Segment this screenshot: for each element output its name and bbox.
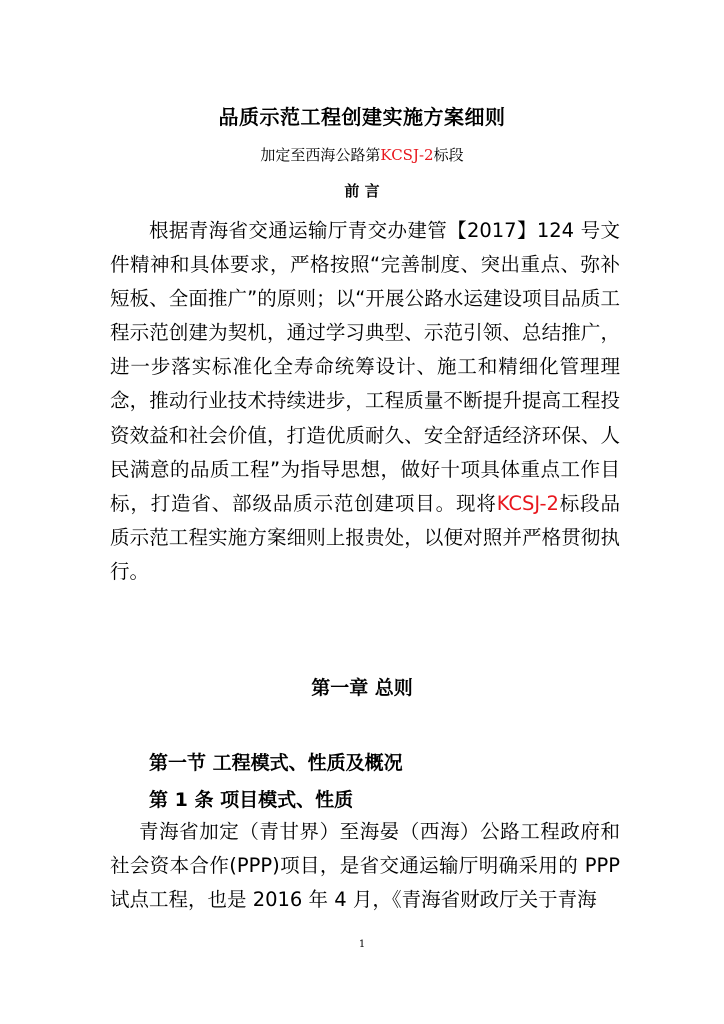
document-subtitle xyxy=(0,144,724,166)
section-heading: 第一节 工程模式、性质及概况 xyxy=(149,752,403,774)
document-title: 品质示范工程创建实施方案细则 xyxy=(218,105,506,129)
preface-text-part2: 标段品质示范工程实施方案细则上报贵处，以便对照并严格贯彻执行。 xyxy=(110,491,620,583)
article-heading: 第 1 条 项目模式、性质 xyxy=(149,789,354,811)
article-paragraph: 青海省加定（青甘界）至海晏（西海）公路工程政府和社会资本合作(PPP)项目，是省交通运输厅明确采用的 PPP 试点工程，也是 2016 年 4 月，《青海省财政厅关于青海 xyxy=(110,820,620,912)
subtitle-suffix: 标段 xyxy=(433,146,464,164)
subtitle-section-code: KCSJ-2 xyxy=(380,146,434,164)
chapter-heading: 第一章 总则 xyxy=(311,677,413,699)
preface-text-part1: 根据青海省交通运输厅青交办建管【2017】124 号文件精神和具体要求，严格按照“完善制度、突出重点、弥补短板、全面推广”的原则；以“开展公路水运建设项目品质工程示范创建为契机，通过学习典型、示范引领、总结推广，进一步落实标准化全寿命统筹设计、施工和精细化管理理念，推动行业技术持续进步，工程质量不断提升提高工程投资效益和社会价值，打造优质耐久、安全舒适经济环保、人民满意的品质工程”为指导思想，做好十项具体重点工作目标，打造省、部级品质示范创建项目。现将 xyxy=(110,219,620,515)
preface-section-code: KCSJ-2 xyxy=(496,491,559,515)
subtitle-prefix: 加定至西海公路第 xyxy=(260,146,381,164)
page-number: 1 xyxy=(358,939,366,950)
preface-paragraph xyxy=(110,214,620,589)
preface-heading: 前 言 xyxy=(344,182,380,200)
